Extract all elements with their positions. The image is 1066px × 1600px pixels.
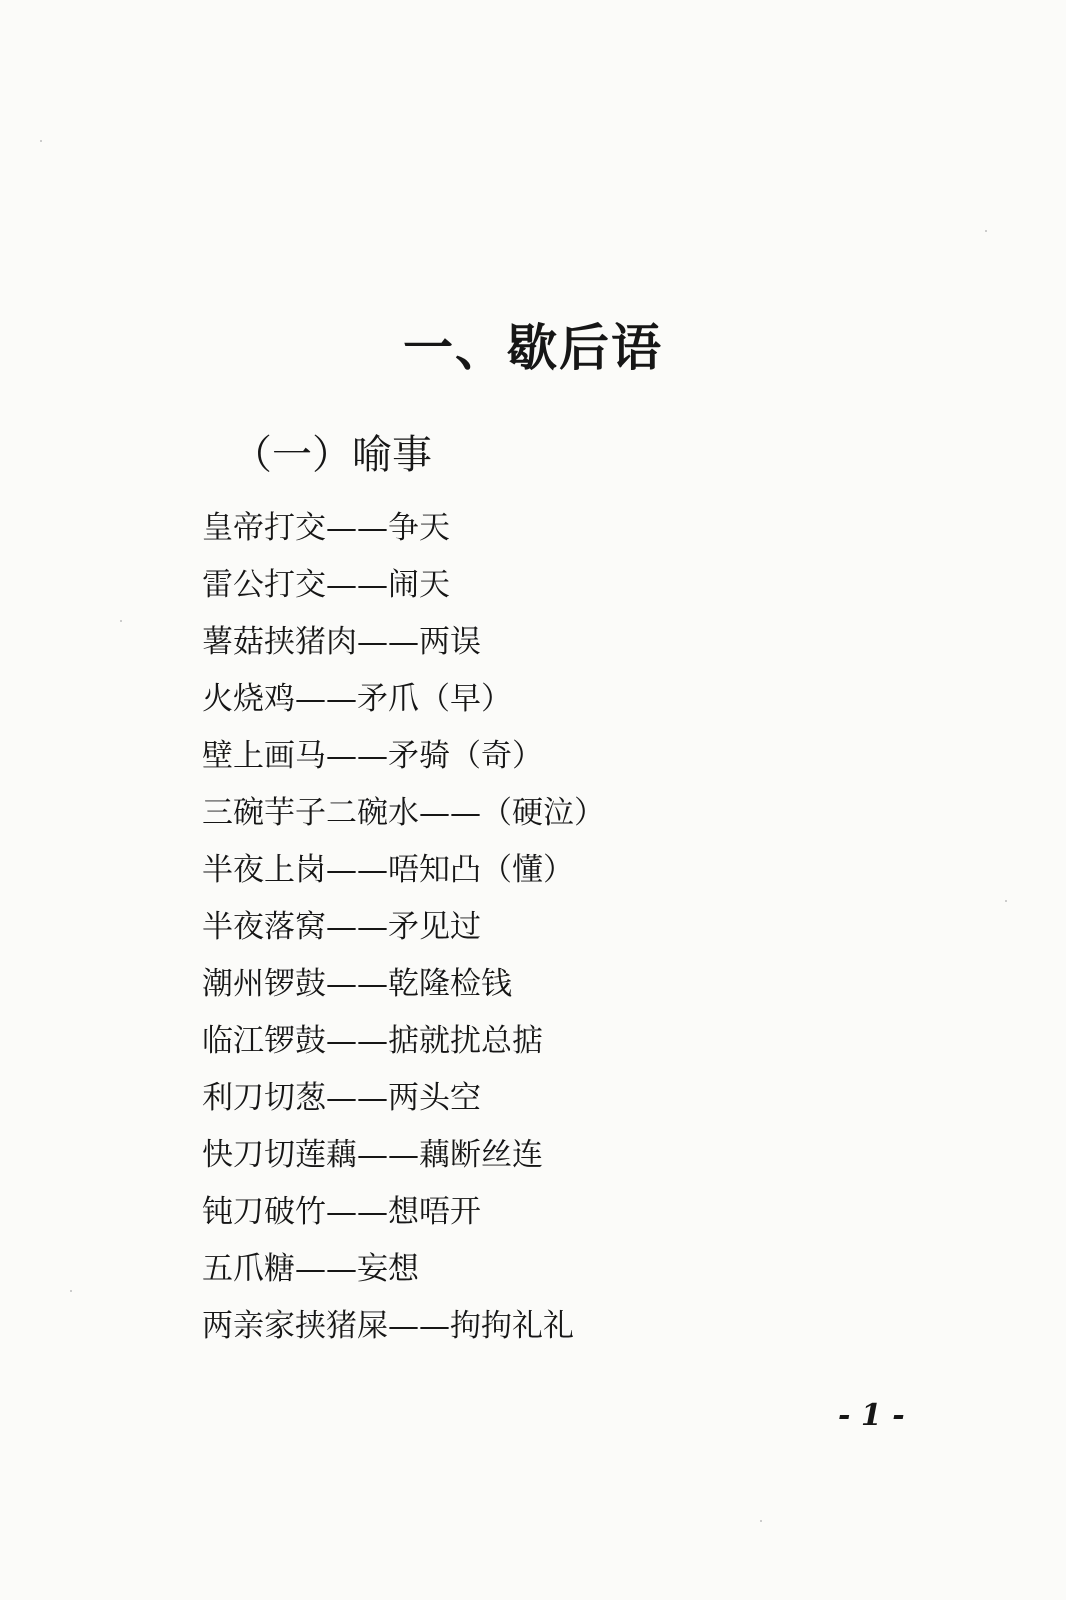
list-item: 五爪糖——妄想 bbox=[202, 1251, 419, 1287]
list-item: 利刀切葱——两头空 bbox=[202, 1080, 481, 1116]
paper-speckle bbox=[1005, 900, 1007, 902]
page-number: - 1 - bbox=[838, 1398, 905, 1433]
list-item: 皇帝打交——争天 bbox=[202, 510, 450, 546]
paper-speckle bbox=[760, 1520, 762, 1522]
list-item: 半夜落窝——矛见过 bbox=[202, 909, 481, 945]
paper-speckle bbox=[40, 140, 42, 142]
list-item: 火烧鸡——矛爪（早） bbox=[202, 681, 512, 717]
list-item: 三碗芋子二碗水——（硬泣） bbox=[202, 795, 605, 831]
section-title: （一）喻事 bbox=[232, 432, 432, 478]
list-item: 钝刀破竹——想唔开 bbox=[202, 1194, 481, 1230]
list-item: 薯菇挟猪肉——两误 bbox=[202, 624, 481, 660]
paper-speckle bbox=[985, 230, 987, 232]
chapter-title: 一、歇后语 bbox=[403, 319, 663, 377]
list-item: 两亲家挟猪屎——拘拘礼礼 bbox=[202, 1308, 574, 1344]
paper-speckle bbox=[120, 620, 122, 622]
list-item: 壁上画马——矛骑（奇） bbox=[202, 738, 543, 774]
list-item: 潮州锣鼓——乾隆检钱 bbox=[202, 966, 512, 1002]
xiehouyu-list bbox=[202, 500, 605, 1355]
list-item: 快刀切莲藕——藕断丝连 bbox=[202, 1137, 543, 1173]
list-item: 临江锣鼓——掂就扰总掂 bbox=[202, 1023, 543, 1059]
list-item: 雷公打交——闹天 bbox=[202, 567, 450, 603]
paper-speckle bbox=[70, 1290, 72, 1292]
list-item: 半夜上岗——唔知凸（懂） bbox=[202, 852, 574, 888]
